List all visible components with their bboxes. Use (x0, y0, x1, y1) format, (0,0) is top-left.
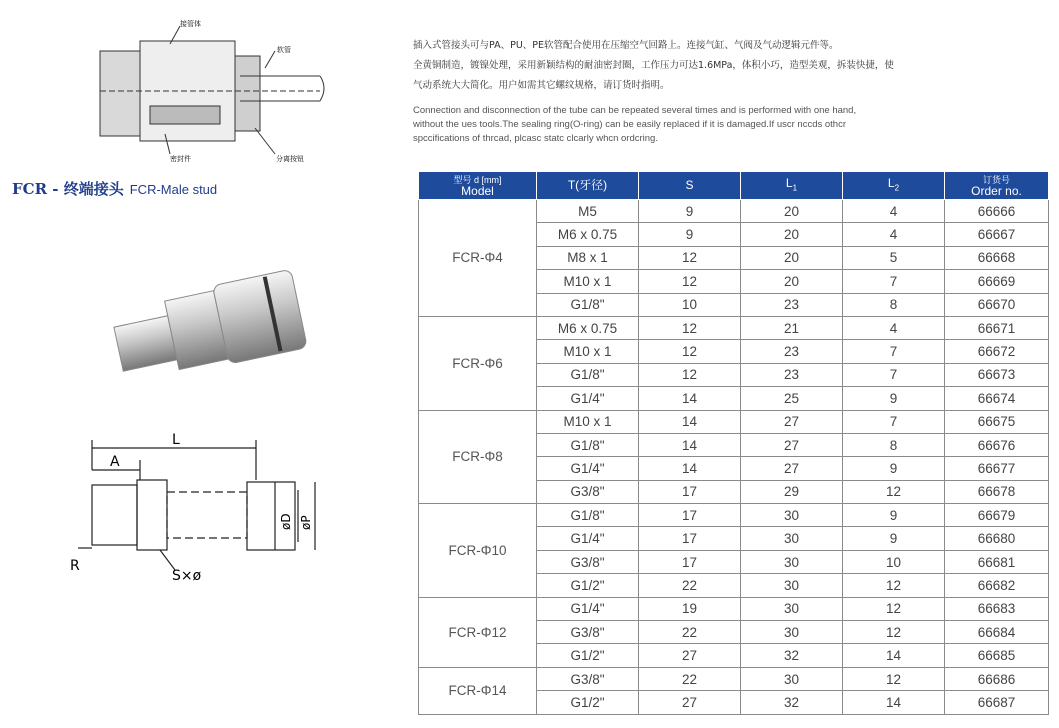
l1-cell: 30 (741, 621, 843, 644)
order-cell: 66673 (945, 363, 1049, 386)
s-cell: 12 (639, 246, 741, 269)
desc-en-line: Connection and disconnection of the tube can be repeated several times and is performed with one hand, (413, 105, 857, 116)
l2-cell: 12 (843, 574, 945, 597)
order-cell: 66675 (945, 410, 1049, 433)
thread-cell: M10 x 1 (537, 410, 639, 433)
description-cn (413, 36, 1053, 96)
table-header-row (419, 172, 1049, 200)
thread-cell: M6 x 0.75 (537, 316, 639, 339)
thread-cell: G3/8" (537, 480, 639, 503)
l2-cell: 7 (843, 363, 945, 386)
s-cell: 12 (639, 270, 741, 293)
table-row (419, 200, 1049, 223)
l2-cell: 14 (843, 644, 945, 667)
order-cell: 66677 (945, 457, 1049, 480)
order-cell: 66667 (945, 223, 1049, 246)
thread-cell: G1/2" (537, 644, 639, 667)
order-cell: 66669 (945, 270, 1049, 293)
l2-cell: 8 (843, 293, 945, 316)
thread-cell: G3/8" (537, 621, 639, 644)
order-cell: 66680 (945, 527, 1049, 550)
header-l2: $L_2$ (843, 172, 945, 200)
l1-cell: 32 (741, 644, 843, 667)
label-P: øP (299, 515, 313, 530)
model-cell: FCR-Φ12 (419, 597, 537, 667)
header-thread: T(牙径) (537, 172, 639, 200)
thread-cell: M6 x 0.75 (537, 223, 639, 246)
section-diagram (70, 6, 330, 166)
l2-cell: 14 (843, 691, 945, 714)
label-L: L (172, 432, 180, 448)
l1-cell: 30 (741, 527, 843, 550)
s-cell: 9 (639, 200, 741, 223)
l1-cell: 27 (741, 457, 843, 480)
thread-cell: G3/8" (537, 667, 639, 690)
s-cell: 12 (639, 340, 741, 363)
order-cell: 66666 (945, 200, 1049, 223)
l1-cell: 20 (741, 223, 843, 246)
thread-cell: G1/8" (537, 293, 639, 316)
s-cell: 17 (639, 504, 741, 527)
s-cell: 27 (639, 644, 741, 667)
l2-cell: 7 (843, 340, 945, 363)
product-title-cn: FCR - 终端接头 (12, 180, 124, 198)
l1-cell: 27 (741, 433, 843, 456)
s-cell: 17 (639, 550, 741, 573)
thread-cell: G1/4" (537, 457, 639, 480)
l2-cell: 4 (843, 316, 945, 339)
l2-cell: 12 (843, 597, 945, 620)
s-cell: 9 (639, 223, 741, 246)
s-cell: 14 (639, 433, 741, 456)
order-cell: 66671 (945, 316, 1049, 339)
table-row (419, 667, 1049, 690)
l1-cell: 25 (741, 387, 843, 410)
table-row (419, 316, 1049, 339)
l1-cell: 30 (741, 597, 843, 620)
order-cell: 66672 (945, 340, 1049, 363)
description-en (413, 104, 1053, 146)
l1-cell: 30 (741, 574, 843, 597)
order-cell: 66684 (945, 621, 1049, 644)
l1-cell: 20 (741, 246, 843, 269)
l2-cell: 4 (843, 223, 945, 246)
thread-cell: G1/2" (537, 574, 639, 597)
order-cell: 66686 (945, 667, 1049, 690)
dimension-drawing (60, 420, 360, 590)
l2-cell: 9 (843, 457, 945, 480)
thread-cell: G3/8" (537, 550, 639, 573)
order-cell: 66676 (945, 433, 1049, 456)
callout-hose: 软管 (277, 46, 291, 54)
header-model: 型号 d [mm] Model (419, 172, 537, 200)
thread-cell: G1/8" (537, 504, 639, 527)
s-cell: 27 (639, 691, 741, 714)
s-cell: 17 (639, 527, 741, 550)
s-cell: 17 (639, 480, 741, 503)
product-photo (96, 262, 326, 392)
model-cell: FCR-Φ8 (419, 410, 537, 504)
l1-cell: 27 (741, 410, 843, 433)
thread-cell: G1/4" (537, 527, 639, 550)
callout-tube: 接管体 (180, 20, 201, 28)
l1-cell: 30 (741, 667, 843, 690)
order-cell: 66687 (945, 691, 1049, 714)
thread-cell: G1/2" (537, 691, 639, 714)
product-title-en: FCR-Male stud (129, 182, 218, 197)
thread-cell: M10 x 1 (537, 270, 639, 293)
order-cell: 66685 (945, 644, 1049, 667)
label-D: øD (279, 513, 293, 530)
thread-cell: G1/4" (537, 387, 639, 410)
model-cell: FCR-Φ14 (419, 667, 537, 714)
order-cell: 66678 (945, 480, 1049, 503)
l1-cell: 20 (741, 270, 843, 293)
product-title (12, 178, 217, 199)
l2-cell: 9 (843, 504, 945, 527)
table-row (419, 410, 1049, 433)
l2-cell: 4 (843, 200, 945, 223)
order-cell: 66681 (945, 550, 1049, 573)
desc-cn-line: 全黄铜制造，镀镍处理，采用新颖结构的耐油密封圈，工作压力可达1.6MPa，体积小巧，造型美观，拆装快捷，使 (413, 60, 894, 71)
table-row (419, 504, 1049, 527)
callout-release: 分离按钮 (276, 155, 304, 163)
l2-cell: 12 (843, 480, 945, 503)
l2-cell: 10 (843, 550, 945, 573)
label-S: S×ø (172, 568, 202, 584)
s-cell: 12 (639, 363, 741, 386)
thread-cell: G1/4" (537, 597, 639, 620)
thread-cell: M8 x 1 (537, 246, 639, 269)
order-cell: 66679 (945, 504, 1049, 527)
s-cell: 14 (639, 387, 741, 410)
desc-en-line: without the ues tools.The sealing ring(O-ring) can be easily replaced if it is damaged.If uscr nccds othcr (413, 119, 846, 130)
model-cell: FCR-Φ4 (419, 200, 537, 317)
l2-cell: 12 (843, 667, 945, 690)
s-cell: 10 (639, 293, 741, 316)
l1-cell: 29 (741, 480, 843, 503)
label-A: A (110, 454, 120, 470)
order-cell: 66670 (945, 293, 1049, 316)
model-cell: FCR-Φ6 (419, 316, 537, 410)
l1-cell: 23 (741, 340, 843, 363)
thread-cell: G1/8" (537, 363, 639, 386)
s-cell: 22 (639, 574, 741, 597)
order-cell: 66682 (945, 574, 1049, 597)
l2-cell: 5 (843, 246, 945, 269)
l2-cell: 12 (843, 621, 945, 644)
label-R: R (70, 558, 80, 574)
s-cell: 22 (639, 667, 741, 690)
l1-cell: 20 (741, 200, 843, 223)
thread-cell: M5 (537, 200, 639, 223)
l2-cell: 7 (843, 270, 945, 293)
l2-cell: 8 (843, 433, 945, 456)
l1-cell: 32 (741, 691, 843, 714)
l1-cell: 30 (741, 504, 843, 527)
s-cell: 22 (639, 621, 741, 644)
thread-cell: G1/8" (537, 433, 639, 456)
order-cell: 66674 (945, 387, 1049, 410)
spec-table (418, 171, 1049, 715)
s-cell: 19 (639, 597, 741, 620)
header-s: S (639, 172, 741, 200)
order-cell: 66683 (945, 597, 1049, 620)
order-cell: 66668 (945, 246, 1049, 269)
l2-cell: 9 (843, 527, 945, 550)
s-cell: 14 (639, 457, 741, 480)
table-row (419, 597, 1049, 620)
l1-cell: 21 (741, 316, 843, 339)
desc-en-line: spccifications of thrcad, plcasc statc clcarly whcn ordcring. (413, 133, 658, 144)
desc-cn-line: 插入式管接头可与PA、PU、PE软管配合使用在压缩空气回路上。连接气缸、气阀及气动逻辑元件等。 (413, 40, 839, 51)
l1-cell: 23 (741, 293, 843, 316)
l1-cell: 23 (741, 363, 843, 386)
l1-cell: 30 (741, 550, 843, 573)
callout-seal: 密封件 (170, 155, 191, 163)
header-l1: $L_1$ (741, 172, 843, 200)
l2-cell: 7 (843, 410, 945, 433)
l2-cell: 9 (843, 387, 945, 410)
model-cell: FCR-Φ10 (419, 504, 537, 598)
s-cell: 12 (639, 316, 741, 339)
header-order: 订货号 Order no. (945, 172, 1049, 200)
s-cell: 14 (639, 410, 741, 433)
thread-cell: M10 x 1 (537, 340, 639, 363)
desc-cn-line: 气动系统大大简化。用户如需其它螺纹规格，请订货时指明。 (413, 80, 670, 91)
